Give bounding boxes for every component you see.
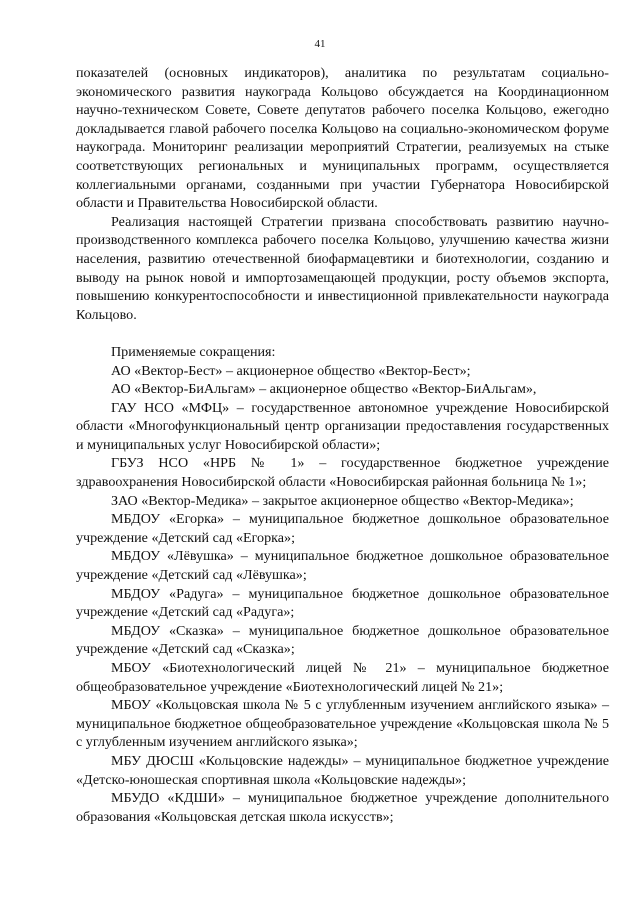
abbreviation-item: ГБУЗ НСО «НРБ № 1» – государственное бюджетное учреждение здравоохранения Новосибирской области «Новосибирская районная больница № 1»; bbox=[76, 455, 609, 491]
abbreviation-item: ГАУ НСО «МФЦ» – государственное автономное учреждение Новосибирской области «Многофункциональный центр организации предоставления государственных и муниципальных услуг Новосибирской области»; bbox=[76, 399, 609, 453]
paragraph-strategy-goal: Реализация настоящей Стратегии призвана способствовать развитию научно-производственного комплекса рабочего поселка Кольцово, улучшению качества жизни населения, развитию отечественной биофармацевтики и биотехнологии, созданию и выводу на рынок новой и импортозамещающей продукции, росту объемов экспорта, повышению конкурентоспособности и инвестиционной привлекательности наукограда Кольцово. bbox=[76, 213, 609, 323]
abbreviation-item: МБДОУ «Сказка» – муниципальное бюджетное дошкольное образовательное учреждение «Детский сад «Сказка»; bbox=[76, 622, 609, 658]
abbreviation-item: ЗАО «Вектор-Медика» – закрытое акционерное общество «Вектор-Медика»; bbox=[111, 492, 574, 509]
abbreviation-item: МБДОУ «Егорка» – муниципальное бюджетное дошкольное образовательное учреждение «Детский сад «Егорка»; bbox=[76, 511, 609, 546]
paragraph-monitoring: показателей (основных индикаторов), аналитика по результатам социально-экономического развития наукограда Кольцово обсуждается на Координационном научно-техническом Совете, Совете депутатов рабочего поселка Кольцово, ежегодно докладывается главой рабочего поселка Кольцово на социально-экономическом форуме наукограда. Мониторинг реализации мероприятий Стратегии, реализуемых на стыке соответствующих региональных и муниципальных программ, осуществляется коллегиальными органами, созданными при участии Губернатора Новосибирской области и Правительства Новосибирской области. bbox=[76, 65, 609, 212]
abbreviation-item: МБУДО «КДШИ» – муниципальное бюджетное учреждение дополнительного образования «Кольцовская детская школа искусств»; bbox=[76, 790, 609, 825]
document-body bbox=[76, 64, 609, 826]
abbreviation-item: МБДОУ «Лёвушка» – муниципальное бюджетное дошкольное образовательное учреждение «Детский сад «Лёвушка»; bbox=[76, 548, 609, 584]
abbreviations-heading: Применяемые сокращения: bbox=[111, 343, 276, 360]
abbreviation-item: МБУ ДЮСШ «Кольцовские надежды» – муниципальное бюджетное учреждение «Детско-юношеская спортивная школа «Кольцовские надежды»; bbox=[76, 752, 609, 788]
abbreviation-item: АО «Вектор-Бест» – акционерное общество «Вектор-Бест»; bbox=[111, 362, 471, 379]
abbreviation-item: МБОУ «Кольцовская школа № 5 с углубленным изучением английского языка» – муниципальное бюджетное общеобразовательное учреждение «Кольцовская школа № 5 с углубленным изучением английского языка»; bbox=[76, 697, 609, 751]
abbreviation-item: МБОУ «Биотехнологический лицей № 21» – муниципальное бюджетное общеобразовательное учреждение «Биотехнологический лицей № 21»; bbox=[76, 660, 609, 695]
page-number: 41 bbox=[314, 38, 326, 50]
abbreviation-item: АО «Вектор-БиАльгам» – акционерное общество «Вектор-БиАльгам», bbox=[111, 381, 537, 398]
abbreviation-item: МБДОУ «Радуга» – муниципальное бюджетное дошкольное образовательное учреждение «Детский сад «Радуга»; bbox=[76, 585, 609, 621]
